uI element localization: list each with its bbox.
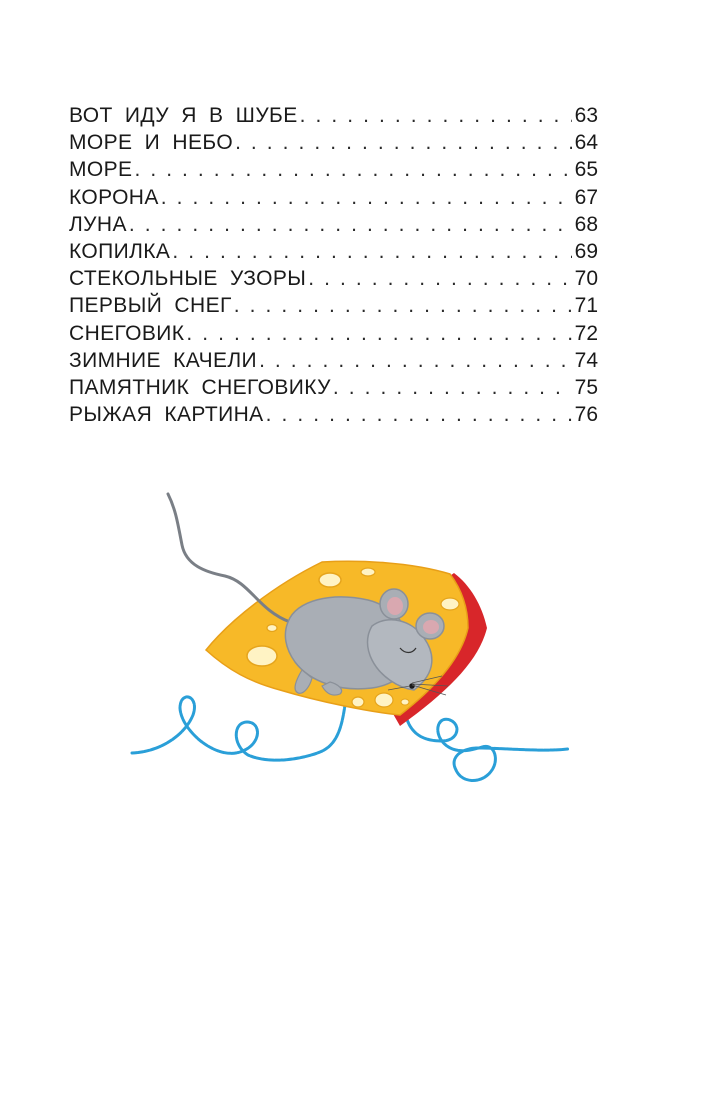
toc-entry-title: ПАМЯТНИК СНЕГОВИКУ [69, 375, 331, 399]
cheese-hole [361, 568, 375, 576]
toc-entry-title: РЫЖАЯ КАРТИНА [69, 403, 264, 427]
toc-entry[interactable] [69, 158, 598, 185]
toc-entry-page: 64 [574, 131, 598, 155]
toc-entry-title: ВОТ ИДУ Я В ШУБЕ [69, 104, 298, 127]
toc-entry[interactable] [69, 131, 598, 158]
mouse-on-cheese-illustration [125, 485, 575, 795]
toc-entry[interactable] [69, 403, 598, 430]
cheese-hole [401, 699, 409, 705]
toc-entry-page: 74 [574, 348, 598, 372]
toc-leader-dots [235, 131, 572, 155]
table-of-contents [69, 104, 598, 430]
toc-entry[interactable] [69, 213, 598, 240]
cheese-hole [352, 697, 364, 707]
toc-entry[interactable] [69, 349, 598, 376]
toc-leader-dots [129, 213, 572, 237]
toc-entry-page: 63 [574, 104, 598, 127]
cheese-hole [375, 693, 393, 707]
toc-entry-page: 65 [574, 158, 598, 182]
mouse-ear-inner [387, 597, 403, 615]
toc-leader-dots [333, 376, 572, 400]
toc-entry-page: 68 [574, 212, 598, 236]
toc-entry-title: КОПИЛКА [69, 239, 171, 263]
toc-entry[interactable] [69, 294, 598, 321]
toc-leader-dots [161, 186, 572, 210]
toc-leader-dots [186, 322, 571, 346]
toc-entry[interactable] [69, 322, 598, 349]
toc-entry[interactable] [69, 376, 598, 403]
toc-entry[interactable] [69, 267, 598, 294]
toc-entry-title: СТЕКОЛЬНЫЕ УЗОРЫ [69, 267, 307, 291]
toc-entry-page: 75 [574, 375, 598, 399]
cheese-hole [247, 646, 277, 666]
toc-entry-title: МОРЕ [69, 158, 133, 182]
toc-leader-dots [134, 158, 571, 182]
cheese-hole [267, 625, 277, 632]
mouse-ear-inner [423, 620, 439, 634]
toc-entry-page: 76 [574, 403, 598, 427]
toc-leader-dots [259, 349, 572, 373]
toc-entry[interactable] [69, 186, 598, 213]
toc-entry-page: 72 [574, 321, 598, 345]
toc-entry-title: МОРЕ И НЕБО [69, 131, 234, 155]
toc-entry-title: ЛУНА [69, 212, 127, 236]
toc-entry-page: 67 [574, 185, 598, 209]
toc-entry-page: 70 [574, 267, 598, 291]
toc-entry[interactable] [69, 240, 598, 267]
toc-entry-page: 71 [574, 294, 598, 318]
toc-entry-title: СНЕГОВИК [69, 321, 185, 345]
toc-leader-dots [308, 267, 571, 291]
cheese-hole [319, 573, 341, 587]
toc-entry[interactable] [69, 104, 598, 131]
toc-leader-dots [266, 403, 572, 427]
cheese-hole [441, 598, 459, 610]
toc-leader-dots [234, 294, 572, 318]
toc-entry-page: 69 [574, 239, 598, 263]
toc-leader-dots [172, 240, 571, 264]
toc-entry-title: ЗИМНИЕ КАЧЕЛИ [69, 348, 258, 372]
toc-leader-dots [300, 104, 572, 128]
toc-entry-title: ПЕРВЫЙ СНЕГ [69, 294, 232, 318]
toc-entry-title: КОРОНА [69, 185, 159, 209]
